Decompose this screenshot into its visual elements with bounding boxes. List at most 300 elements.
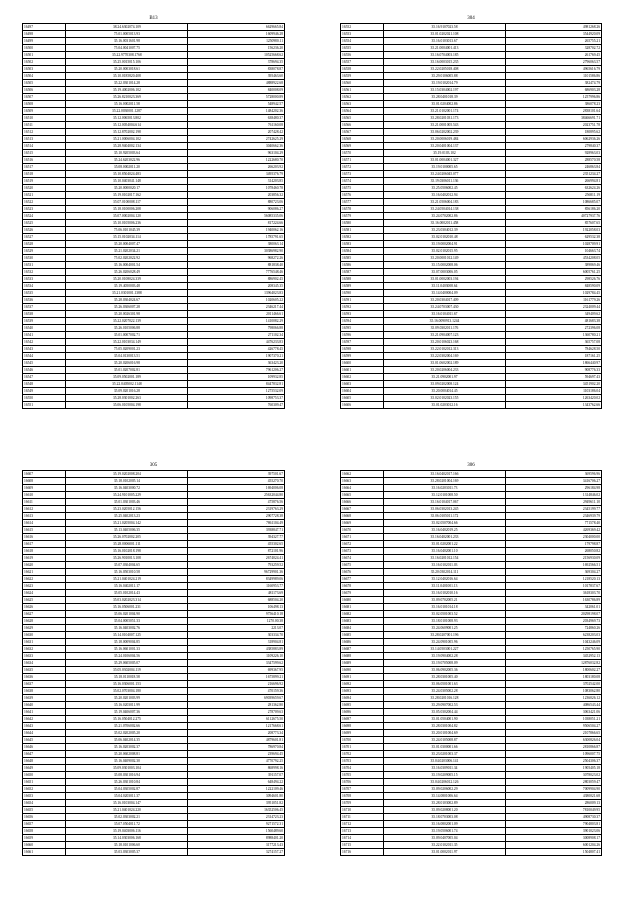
row-id-cell: 16506 [23,87,66,94]
table-row [23,632,285,639]
row-id-cell: 16562 [341,94,384,101]
row-id-cell: 16672 [341,541,384,548]
account-code-cell: 35.22.9770308.1768 [66,52,188,59]
amount-cell: 1275532.09 [188,388,285,395]
row-id-cell: 16565 [341,115,384,122]
account-code-cell: 35.03.0202023.314 [66,597,188,604]
row-id-cell: 16528 [23,241,66,248]
row-id-cell: 16521 [23,192,66,199]
row-id-cell: 16554 [341,38,384,45]
row-id-cell: 16678 [341,583,384,590]
row-id-cell: 16639 [23,695,66,702]
account-code-cell: 35.16.0103013.67 [384,38,505,45]
row-id-cell: 16686 [341,639,384,646]
account-code-cell: 38.24.6302074.109 [66,24,188,31]
account-code-cell: 35.07.0100008.117 [66,199,188,206]
table-row [23,758,285,765]
account-code-cell: 35.06.0105004.198 [66,402,188,409]
row-id-cell: 16711 [341,814,384,821]
account-code-cell: 35.16.0504012.275 [66,716,188,723]
table-row [23,751,285,758]
account-code-cell: 35.10.0403041.148 [66,178,188,185]
table-row [23,765,285,772]
account-code-cell: 35.09.0502001.189 [66,374,188,381]
account-code-cell: 35.24.0305002.28 [384,688,505,695]
amount-cell: 397501.67 [188,471,285,478]
table-row [23,115,285,122]
account-code-cell: 35.20.0602008.81 [66,751,188,758]
amount-cell: 2034969.73 [505,618,601,625]
row-id-cell: 16600 [341,360,384,367]
account-code-cell: 35.20.0206016.98 [66,360,188,367]
account-code-cell: 35.24.0206045.077 [384,171,505,178]
row-id-cell: 16557 [341,59,384,66]
table-row [23,157,285,164]
account-code-cell: 35.19.4002006.102 [66,87,188,94]
amount-cell: 1484202.36 [188,108,285,115]
row-id-cell: 16663 [341,478,384,485]
amount-cell: 848590.09 [505,283,601,290]
account-code-cell: 35.09.0407005.04 [384,835,505,842]
account-code-cell: 35.20.0101004.69 [384,730,505,737]
account-code-cell: 35.22.0301014.28 [66,80,188,87]
account-code-cell: 35.07.0002004.120 [66,213,188,220]
table-row [341,276,602,283]
table-row [341,255,602,262]
table-row [23,339,285,346]
row-id-cell: 16549 [23,388,66,395]
table-row [341,227,602,234]
account-code-cell: 35.02.0102023.155 [384,395,505,402]
amount-cell: 4269369.42 [505,527,601,534]
account-code-cell: 35.21.0904007.123 [384,332,505,339]
row-id-cell: 16598 [341,346,384,353]
table-row [341,143,602,150]
account-code-cell: 35.15.0002008.06 [384,262,505,269]
account-code-cell: 35.24.0702002.86 [384,213,505,220]
row-id-cell: 16613 [23,513,66,520]
row-id-cell: 16648 [23,758,66,765]
row-id-cell: 16497 [23,24,66,31]
row-id-cell: 16621 [23,569,66,576]
row-id-cell: 16509 [23,108,66,115]
table-row [23,73,285,80]
account-code-cell: 35.26.0702002.205 [66,534,188,541]
data-table [22,470,285,856]
account-code-cell: 75.01.0005013.93 [66,31,188,38]
table-row [23,185,285,192]
row-id-cell: 16543 [23,346,66,353]
account-code-cell: 35.20.0106023.168 [384,339,505,346]
table-row [341,618,602,625]
account-code-cell: 35.19.0506001.74 [384,828,505,835]
table-row [341,94,602,101]
table-row [341,164,602,171]
amount-cell: 455270.70 [188,478,285,485]
amount-cell: 1029784.45 [505,290,601,297]
account-code-cell: 35.16.0802001.09 [384,821,505,828]
row-id-cell: 16501 [23,52,66,59]
data-table [340,470,602,856]
row-id-cell: 16689 [341,660,384,667]
account-code-cell: 35.14.0104007.125 [66,632,188,639]
amount-cell: 2304000.00 [505,534,601,541]
amount-cell: 1785791.65 [188,234,285,241]
account-code-cell: 35.16.0203011.99 [66,702,188,709]
amount-cell: 1905405.18 [505,765,601,772]
table-row [23,485,285,492]
amount-cell: 1028709.91 [505,241,601,248]
table-row [23,597,285,604]
table-row [23,674,285,681]
table-row [23,206,285,213]
row-id-cell: 16616 [23,534,66,541]
amount-cell: 3416706.27 [505,478,601,485]
amount-cell: 1257996.86 [505,94,601,101]
table-row [341,374,602,381]
row-id-cell: 16706 [341,779,384,786]
amount-cell: 96729901.36 [188,569,285,576]
table-row [341,772,602,779]
account-code-cell: 35.08.0301016.94 [66,772,188,779]
amount-cell: 475876.56 [188,499,285,506]
amount-cell: 12876032.82 [505,660,601,667]
table-row [23,276,285,283]
account-code-cell: 35.11.0403008.64 [384,283,505,290]
row-id-cell: 16680 [341,597,384,604]
table-row [23,164,285,171]
account-code-cell: 35.11.0401001.13 [384,583,505,590]
row-id-cell: 16687 [341,646,384,653]
row-id-cell: 16701 [341,744,384,751]
table-row [341,262,602,269]
table-row [341,520,602,527]
account-code-cell: 35.04.0130013.51 [66,353,188,360]
row-id-cell: 16578 [341,206,384,213]
account-code-cell: 35.19.0202008.204 [66,471,188,478]
page-title: B13 [149,16,158,21]
row-id-cell: 16623 [23,583,66,590]
account-code-cell: 35.01.0007002.71 [66,332,188,339]
account-code-cell: 75.02.0202022.92 [66,255,188,262]
amount-cell: 391157.07 [188,772,285,779]
table-row [341,150,602,157]
table-row [23,325,285,332]
table-row [23,695,285,702]
table-row [341,178,602,185]
table-row [23,374,285,381]
row-id-cell: 16575 [341,185,384,192]
amount-cell: 3938847.71 [188,527,285,534]
amount-cell: 389869.46 [505,262,601,269]
row-id-cell: 16624 [23,590,66,597]
amount-cell: 2838101.64 [505,108,601,115]
amount-cell: 1907370.21 [188,353,285,360]
amount-cell: 278709.63 [188,709,285,716]
account-code-cell: 35.19.0002004.91 [384,241,505,248]
account-code-cell: 35.16.0102011.03 [384,562,505,569]
table-row [341,353,602,360]
row-id-cell: 16595 [341,325,384,332]
amount-cell: 2324009.44 [505,304,601,311]
account-code-cell: 35.23.0205012.156 [66,506,188,513]
table-row [341,716,602,723]
account-code-cell: 35.14.0400004.09 [384,290,505,297]
amount-cell: 3008908.17 [505,835,601,842]
row-id-cell: 16510 [23,115,66,122]
row-id-cell: 16710 [341,807,384,814]
account-code-cell: 35.21.0401024.220 [66,807,188,814]
account-code-cell: 35.20.0401004.137 [384,143,505,150]
row-id-cell: 16715 [341,842,384,849]
table-row [341,674,602,681]
account-code-cell: 35.16.0704003.185 [384,52,505,59]
table-row [341,318,602,325]
table-row [341,332,602,339]
table-row [341,297,602,304]
table-row [23,136,285,143]
table-row [23,311,285,318]
data-table [22,23,285,409]
amount-cell: 2674024.41 [188,555,285,562]
row-id-cell: 16518 [23,171,66,178]
row-id-cell: 16539 [23,318,66,325]
table-row [23,478,285,485]
amount-cell: 349409.62 [505,311,601,318]
table-row [341,597,602,604]
table-row [23,548,285,555]
amount-cell: 906086.27 [188,206,285,213]
amount-cell: 3702542.00 [505,681,601,688]
row-id-cell: 16653 [23,793,66,800]
row-id-cell: 16641 [23,709,66,716]
account-code-cell: 35.28.0401018.39 [384,94,505,101]
row-id-cell: 16682 [341,611,384,618]
amount-cell: 7009904.90 [505,786,601,793]
row-id-cell: 16577 [341,199,384,206]
row-id-cell: 16693 [341,688,384,695]
data-table [340,23,602,409]
row-id-cell: 16592 [341,304,384,311]
table-row [23,492,285,499]
amount-cell: 840008.09 [188,87,285,94]
amount-cell: 246863.84 [505,164,601,171]
account-code-cell: 35.25.0402013.23 [66,513,188,520]
amount-cell: 648494.22 [188,779,285,786]
account-code-cell: 35.28.0301005.40 [384,674,505,681]
table-row [341,66,602,73]
table-row [23,688,285,695]
amount-cell: 1236026.12 [505,695,601,702]
amount-cell: 2346217.44 [188,304,285,311]
amount-cell: 638480.37 [188,115,285,122]
table-row [23,814,285,821]
row-id-cell: 16566 [341,122,384,129]
account-code-cell: 35.21.0902001.97 [384,374,505,381]
row-id-cell: 16532 [23,269,66,276]
table-row [341,835,602,842]
account-code-cell: 35.16.0101014.18 [384,604,505,611]
account-code-cell: 35.02.0303002.21 [66,814,188,821]
row-id-cell: 16522 [23,199,66,206]
account-code-cell: 35.25.0506002.45 [384,185,505,192]
row-id-cell: 16555 [341,45,384,52]
row-id-cell: 16550 [23,395,66,402]
account-code-cell: 35.15.0304002.197 [384,87,505,94]
row-id-cell: 16700 [341,737,384,744]
row-id-cell: 16602 [341,374,384,381]
account-code-cell: 35.09.0202008.124 [384,381,505,388]
table-row [23,849,285,856]
account-code-cell: 35.22.0103034.149 [66,339,188,346]
amount-cell: 1270.00.38 [188,618,285,625]
row-id-cell: 16662 [341,471,384,478]
table-row [341,108,602,115]
table-row [23,248,285,255]
table-row [23,520,285,527]
table-row [341,807,602,814]
row-id-cell: 16606 [341,402,384,409]
amount-cell: 6300826.04 [505,737,601,744]
account-code-cell: 35.01.0203012.16 [384,402,505,409]
row-id-cell: 16668 [341,513,384,520]
table-row [23,681,285,688]
amount-cell: 271102.34 [188,332,285,339]
account-code-cell: 35.22.0030001.1287 [66,108,188,115]
account-code-cell: 35.18.0009004.85 [66,639,188,646]
account-code-cell: 35.05.0302004.44 [384,709,505,716]
amount-cell: 286009.13 [505,800,601,807]
amount-cell: 1160953.77 [188,583,285,590]
table-row [341,506,602,513]
table-row [341,24,602,31]
table-row [23,569,285,576]
table-row [23,269,285,276]
table-row [23,234,285,241]
table-row [23,737,285,744]
row-id-cell: 16536 [23,297,66,304]
table-row [23,304,285,311]
table-row [23,723,285,730]
row-id-cell: 16547 [23,374,66,381]
row-id-cell: 16504 [23,73,66,80]
account-code-cell: 35.01.0002003.194 [384,276,505,283]
table-row [341,311,602,318]
account-code-cell: 35.18.0101006.60 [66,842,188,849]
row-id-cell: 16514 [23,143,66,150]
account-code-cell: 35.21.0706002.66 [66,723,188,730]
table-row [23,625,285,632]
row-id-cell: 16688 [341,653,384,660]
account-code-cell: 35.01.0301003.46 [66,499,188,506]
amount-cell: 342061.01 [505,604,601,611]
amount-cell: 296184.98 [505,485,601,492]
account-code-cell: 35.19.0102014.79 [384,80,505,87]
row-id-cell: 16542 [23,339,66,346]
row-id-cell: 16716 [341,849,384,856]
account-code-cell: 35.21.0102001.174 [384,108,505,115]
account-code-cell: 35.16.0403002.76 [66,625,188,632]
account-code-cell: 35.06.0201004.90 [66,611,188,618]
account-code-cell: 35.16.0203011.73 [384,485,505,492]
table-row [23,611,285,618]
page-bottom-right [340,462,602,856]
account-code-cell: 35.24.0703007.430 [384,304,505,311]
row-id-cell: 16626 [23,604,66,611]
amount-cell: 10525668.62 [188,52,285,59]
table-row [23,38,285,45]
account-code-cell: 35.15.0102034.114 [66,234,188,241]
row-id-cell: 16533 [23,276,66,283]
table-row [23,660,285,667]
account-code-cell: 35.24.0901005.96 [384,639,505,646]
account-code-cell: 35.05.0102014.43 [66,590,188,597]
table-row [23,583,285,590]
table-row [23,506,285,513]
amount-cell: 2346939.79 [505,513,601,520]
row-id-cell: 16702 [341,751,384,758]
row-id-cell: 16568 [341,136,384,143]
account-code-cell: 35.14.0503001.227 [384,646,505,653]
row-id-cell: 16531 [23,262,66,269]
account-code-cell: 35.19.0306011.136 [384,178,505,185]
table-row [341,367,602,374]
amount-cell: 7776548.46 [188,269,285,276]
row-id-cell: 16583 [341,241,384,248]
amount-cell: 265755.21 [505,38,601,45]
account-code-cell: 35.20.0000020.17 [66,185,188,192]
amount-cell: 7810049.95 [505,807,601,814]
row-id-cell: 16499 [23,38,66,45]
account-code-cell: 35.07.0003006.05 [384,269,505,276]
account-code-cell: 35.21.0401024.219 [66,576,188,583]
account-code-cell: 35.26.0105006.88 [66,325,188,332]
amount-cell: 266203.92 [188,164,285,171]
amount-cell: 4476233.83 [188,339,285,346]
amount-cell: 2213.07 [188,625,285,632]
amount-cell: 7961206.27 [188,367,285,374]
account-code-cell: 35.01.0202021.108 [384,31,505,38]
row-id-cell: 16582 [341,234,384,241]
amount-cell: 2810866.87 [505,744,601,751]
table-row [23,283,285,290]
amount-cell: 1250980.11 [188,38,285,45]
account-code-cell: 35.20.0001012.149 [384,255,505,262]
amount-cell: 2107866.65 [505,730,601,737]
page-title: 305 [149,463,158,468]
row-id-cell: 16590 [341,290,384,297]
account-code-cell: 35.19.0403006.116 [66,828,188,835]
account-code-cell: 35.19.0904002.28 [384,653,505,660]
row-id-cell: 16586 [341,262,384,269]
row-id-cell: 16659 [23,835,66,842]
account-code-cell: 35.26.0306007.28 [66,304,188,311]
account-code-cell: 35.16.0090913.1244 [384,318,505,325]
account-code-cell: 35.20.0004014.45 [384,388,505,395]
account-code-cell: 35.19.0406007.36 [66,709,188,716]
amount-cell: 1940062.16 [188,227,285,234]
account-code-cell: 75.06.0101045.39 [66,227,188,234]
account-code-cell: 35.19.0103.102 [384,150,505,157]
table-row [23,534,285,541]
row-id-cell: 16608 [23,478,66,485]
account-code-cell: 35.20.0304017.409 [384,297,505,304]
row-id-cell: 16618 [23,548,66,555]
table-row [341,688,602,695]
amount-cell: 838078.87 [188,66,285,73]
row-id-cell: 16564 [341,108,384,115]
account-code-cell: 35.24.6203022.96 [66,157,188,164]
